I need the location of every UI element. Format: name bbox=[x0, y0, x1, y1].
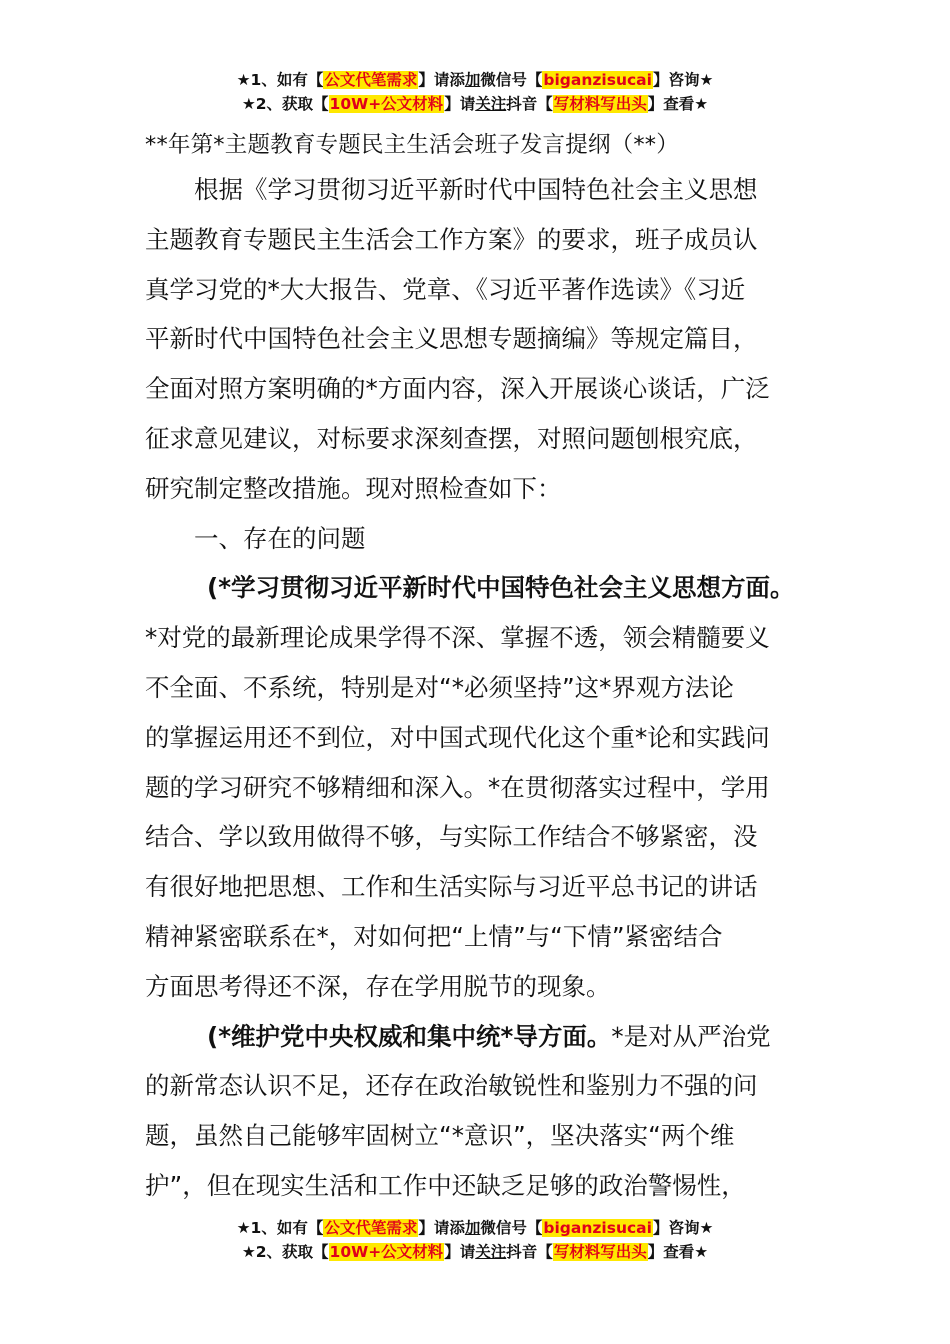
highlight-materials: 10W+公文材料 bbox=[329, 1243, 444, 1261]
highlight-service: 公文代笔需求 bbox=[324, 1219, 418, 1237]
header-banner bbox=[0, 68, 950, 116]
highlight-materials: 10W+公文材料 bbox=[329, 95, 444, 113]
section-heading: 一、存在的问题 bbox=[194, 523, 366, 553]
banner-line-1: ★1、如有【公文代笔需求】请添加微信号【biganzisucai】咨询★ bbox=[236, 1219, 714, 1237]
highlight-wechat-id: biganzisucai bbox=[543, 1219, 652, 1237]
intro-paragraph: 根据《学习贯彻习近平新时代中国特色社会主义思想 主题教育专题民主生活会工作方案》的要求，班子成员认 真学习党的*大大报告、党章、《习近平著作选读》《习近 平新时代中国特色社会主义思想专题摘编》等规定篇目， 全面对照方案明确的*方面内容，深入开展谈心谈话，广泛 征求意见建议，对标要求深刻查摆，对照问题刨根究底， 研究制定整改措施。现对照检查如下： bbox=[145, 175, 770, 503]
highlight-douyin: 写材料写出头 bbox=[553, 1243, 647, 1261]
highlight-service: 公文代笔需求 bbox=[324, 71, 418, 89]
footer-banner bbox=[0, 1216, 950, 1264]
subsection-2-heading: (*维护党中央权威和集中统*导方面。 bbox=[207, 1021, 612, 1051]
banner-line-2: ★2、获取【10W+公文材料】请关注抖音【写材料写出头】查看★ bbox=[241, 1243, 709, 1261]
subsection-2: (*维护党中央权威和集中统*导方面。*是对从严治党 的新常态认识不足，还存在政治敏锐性和鉴别力不强的问 题，虽然自己能够牢固树立“*意识”，坚决落实“两个维 护”，但在现实生活和工作中还缺乏足够的政治警惕性， bbox=[145, 1021, 771, 1200]
subsection-1-heading: (*学习贯彻习近平新时代中国特色社会主义思想方面。 bbox=[207, 573, 795, 603]
highlight-douyin: 写材料写出头 bbox=[553, 95, 647, 113]
banner-line-1: ★1、如有【公文代笔需求】请添加微信号【biganzisucai】咨询★ bbox=[236, 71, 714, 89]
subsection-1: (*学习贯彻习近平新时代中国特色社会主义思想方面。 *对党的最新理论成果学得不深、掌握不透，领会精髓要义 不全面、不系统，特别是对“*必须坚持”这*界观方法论 的掌握运用还不到位，对中国式现代化这个重*论和实践问 题的学习研究不够精细和深入。*在贯彻落实过程中，学用 结合、学以致用做得不够，与实际工作结合不够紧密，没 有很好地把思想、工作和生活实际与习近平总书记的讲话 精神紧密联系在*，对如何把“上情”与“下情”紧密结合 方面思考得还不深，存在学用脱节的现象。 bbox=[145, 563, 810, 1011]
banner-line-2: ★2、获取【10W+公文材料】请关注抖音【写材料写出头】查看★ bbox=[241, 95, 709, 113]
document-title: **年第*主题教育专题民主生活会班子发言提纲（**） bbox=[145, 132, 679, 158]
highlight-wechat-id: biganzisucai bbox=[543, 71, 652, 89]
document-body bbox=[145, 125, 810, 1211]
